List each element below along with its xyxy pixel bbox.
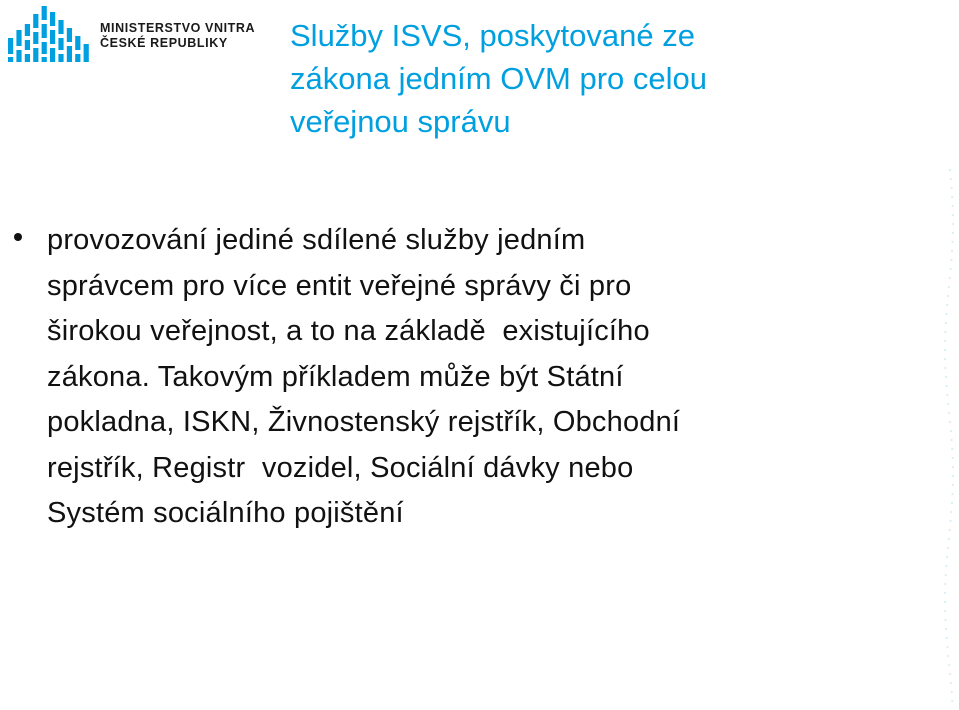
bullet-line-1: provozování jediné sdílené služby jedním bbox=[47, 224, 586, 256]
side-dots-decoration bbox=[939, 160, 959, 710]
ministry-logo bbox=[6, 4, 266, 66]
bullet-list bbox=[14, 218, 944, 537]
list-item bbox=[14, 218, 944, 537]
slide-title-line-1: Služby ISVS, poskytované ze bbox=[290, 18, 695, 53]
bullet-line-4: zákona. Takovým příkladem může být Státní bbox=[47, 360, 624, 393]
bullet-line-2: správcem pro více entit veřejné správy či pro bbox=[47, 269, 632, 302]
bullet-line-5: pokladna, ISKN, Živnostenský rejstřík, Obchodní bbox=[47, 406, 681, 438]
logo-text bbox=[100, 21, 255, 51]
bullet-line-6: rejstřík, Registr vozidel, Sociální dávky nebo bbox=[47, 451, 634, 484]
logo-bars-icon bbox=[6, 4, 92, 66]
slide-title-line-3: veřejnou správu bbox=[290, 104, 511, 139]
bullet-line-3: širokou veřejnost, a to na základě existujícího bbox=[47, 315, 650, 347]
logo-line-1: MINISTERSTVO VNITRA bbox=[100, 21, 256, 35]
bullet-text bbox=[47, 218, 944, 537]
slide-title bbox=[290, 14, 930, 143]
bullet-icon bbox=[14, 233, 22, 241]
logo-line-2: ČESKÉ REPUBLIKY bbox=[100, 36, 228, 50]
bullet-line-7: Systém sociálního pojištění bbox=[47, 497, 404, 529]
slide-title-line-2: zákona jedním OVM pro celou bbox=[290, 61, 707, 96]
